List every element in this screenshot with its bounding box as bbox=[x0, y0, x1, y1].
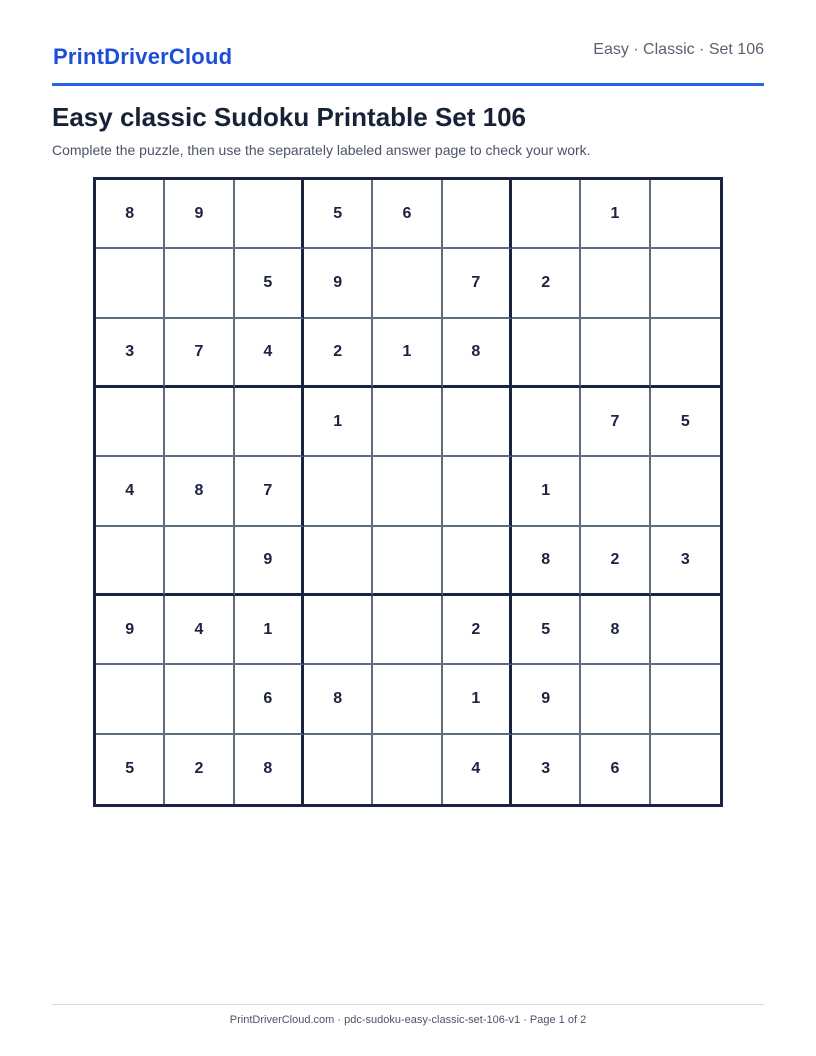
empty-cell bbox=[512, 180, 581, 249]
empty-cell bbox=[304, 527, 373, 596]
empty-cell bbox=[512, 388, 581, 457]
given-cell: 8 bbox=[96, 180, 165, 249]
given-cell: 3 bbox=[512, 735, 581, 804]
empty-cell bbox=[165, 388, 234, 457]
given-cell: 6 bbox=[235, 665, 304, 734]
given-cell: 3 bbox=[96, 319, 165, 388]
given-cell: 7 bbox=[165, 319, 234, 388]
empty-cell bbox=[512, 319, 581, 388]
empty-cell bbox=[373, 665, 442, 734]
given-cell: 1 bbox=[443, 665, 512, 734]
empty-cell bbox=[96, 527, 165, 596]
given-cell: 6 bbox=[581, 735, 650, 804]
empty-cell bbox=[581, 249, 650, 318]
given-cell: 5 bbox=[235, 249, 304, 318]
empty-cell bbox=[235, 388, 304, 457]
empty-cell bbox=[373, 735, 442, 804]
given-cell: 2 bbox=[443, 596, 512, 665]
header-divider bbox=[52, 83, 764, 86]
given-cell: 8 bbox=[512, 527, 581, 596]
given-cell: 7 bbox=[581, 388, 650, 457]
brand-logo: PrintDriverCloud bbox=[53, 44, 233, 69]
empty-cell bbox=[96, 249, 165, 318]
given-cell: 9 bbox=[165, 180, 234, 249]
given-cell: 9 bbox=[304, 249, 373, 318]
given-cell: 4 bbox=[165, 596, 234, 665]
given-cell: 2 bbox=[581, 527, 650, 596]
page-footer: PrintDriverCloud.com · pdc-sudoku-easy-classic-set-106-v1 · Page 1 of 2 bbox=[229, 1014, 587, 1026]
empty-cell bbox=[373, 596, 442, 665]
given-cell: 1 bbox=[581, 180, 650, 249]
given-cell: 5 bbox=[651, 388, 720, 457]
given-cell: 9 bbox=[512, 665, 581, 734]
given-cell: 9 bbox=[235, 527, 304, 596]
given-cell: 2 bbox=[304, 319, 373, 388]
empty-cell bbox=[96, 665, 165, 734]
footer-divider bbox=[52, 1004, 764, 1005]
given-cell: 8 bbox=[165, 457, 234, 526]
empty-cell bbox=[651, 735, 720, 804]
given-cell: 1 bbox=[235, 596, 304, 665]
given-cell: 8 bbox=[581, 596, 650, 665]
page-subtitle: Complete the puzzle, then use the separately labeled answer page to check your work. bbox=[52, 142, 591, 158]
given-cell: 7 bbox=[443, 249, 512, 318]
given-cell: 2 bbox=[165, 735, 234, 804]
given-cell: 8 bbox=[443, 319, 512, 388]
empty-cell bbox=[651, 180, 720, 249]
empty-cell bbox=[443, 180, 512, 249]
empty-cell bbox=[581, 319, 650, 388]
empty-cell bbox=[165, 249, 234, 318]
empty-cell bbox=[96, 388, 165, 457]
given-cell: 9 bbox=[96, 596, 165, 665]
given-cell: 4 bbox=[443, 735, 512, 804]
empty-cell bbox=[443, 388, 512, 457]
empty-cell bbox=[581, 665, 650, 734]
empty-cell bbox=[651, 319, 720, 388]
empty-cell bbox=[581, 457, 650, 526]
given-cell: 2 bbox=[512, 249, 581, 318]
empty-cell bbox=[443, 457, 512, 526]
empty-cell bbox=[165, 527, 234, 596]
given-cell: 1 bbox=[512, 457, 581, 526]
given-cell: 7 bbox=[235, 457, 304, 526]
empty-cell bbox=[373, 249, 442, 318]
given-cell: 5 bbox=[96, 735, 165, 804]
given-cell: 5 bbox=[304, 180, 373, 249]
empty-cell bbox=[304, 735, 373, 804]
given-cell: 5 bbox=[512, 596, 581, 665]
empty-cell bbox=[304, 457, 373, 526]
empty-cell bbox=[304, 596, 373, 665]
given-cell: 8 bbox=[304, 665, 373, 734]
given-cell: 4 bbox=[96, 457, 165, 526]
given-cell: 8 bbox=[235, 735, 304, 804]
empty-cell bbox=[651, 249, 720, 318]
given-cell: 1 bbox=[373, 319, 442, 388]
empty-cell bbox=[235, 180, 304, 249]
page-title: Easy classic Sudoku Printable Set 106 bbox=[52, 102, 527, 132]
empty-cell bbox=[443, 527, 512, 596]
empty-cell bbox=[373, 388, 442, 457]
given-cell: 1 bbox=[304, 388, 373, 457]
given-cell: 4 bbox=[235, 319, 304, 388]
empty-cell bbox=[651, 596, 720, 665]
puzzle-meta: Easy · Classic · Set 106 bbox=[593, 41, 764, 58]
empty-cell bbox=[373, 527, 442, 596]
given-cell: 3 bbox=[651, 527, 720, 596]
given-cell: 6 bbox=[373, 180, 442, 249]
empty-cell bbox=[651, 457, 720, 526]
sudoku-grid bbox=[93, 177, 723, 807]
empty-cell bbox=[373, 457, 442, 526]
empty-cell bbox=[651, 665, 720, 734]
empty-cell bbox=[165, 665, 234, 734]
